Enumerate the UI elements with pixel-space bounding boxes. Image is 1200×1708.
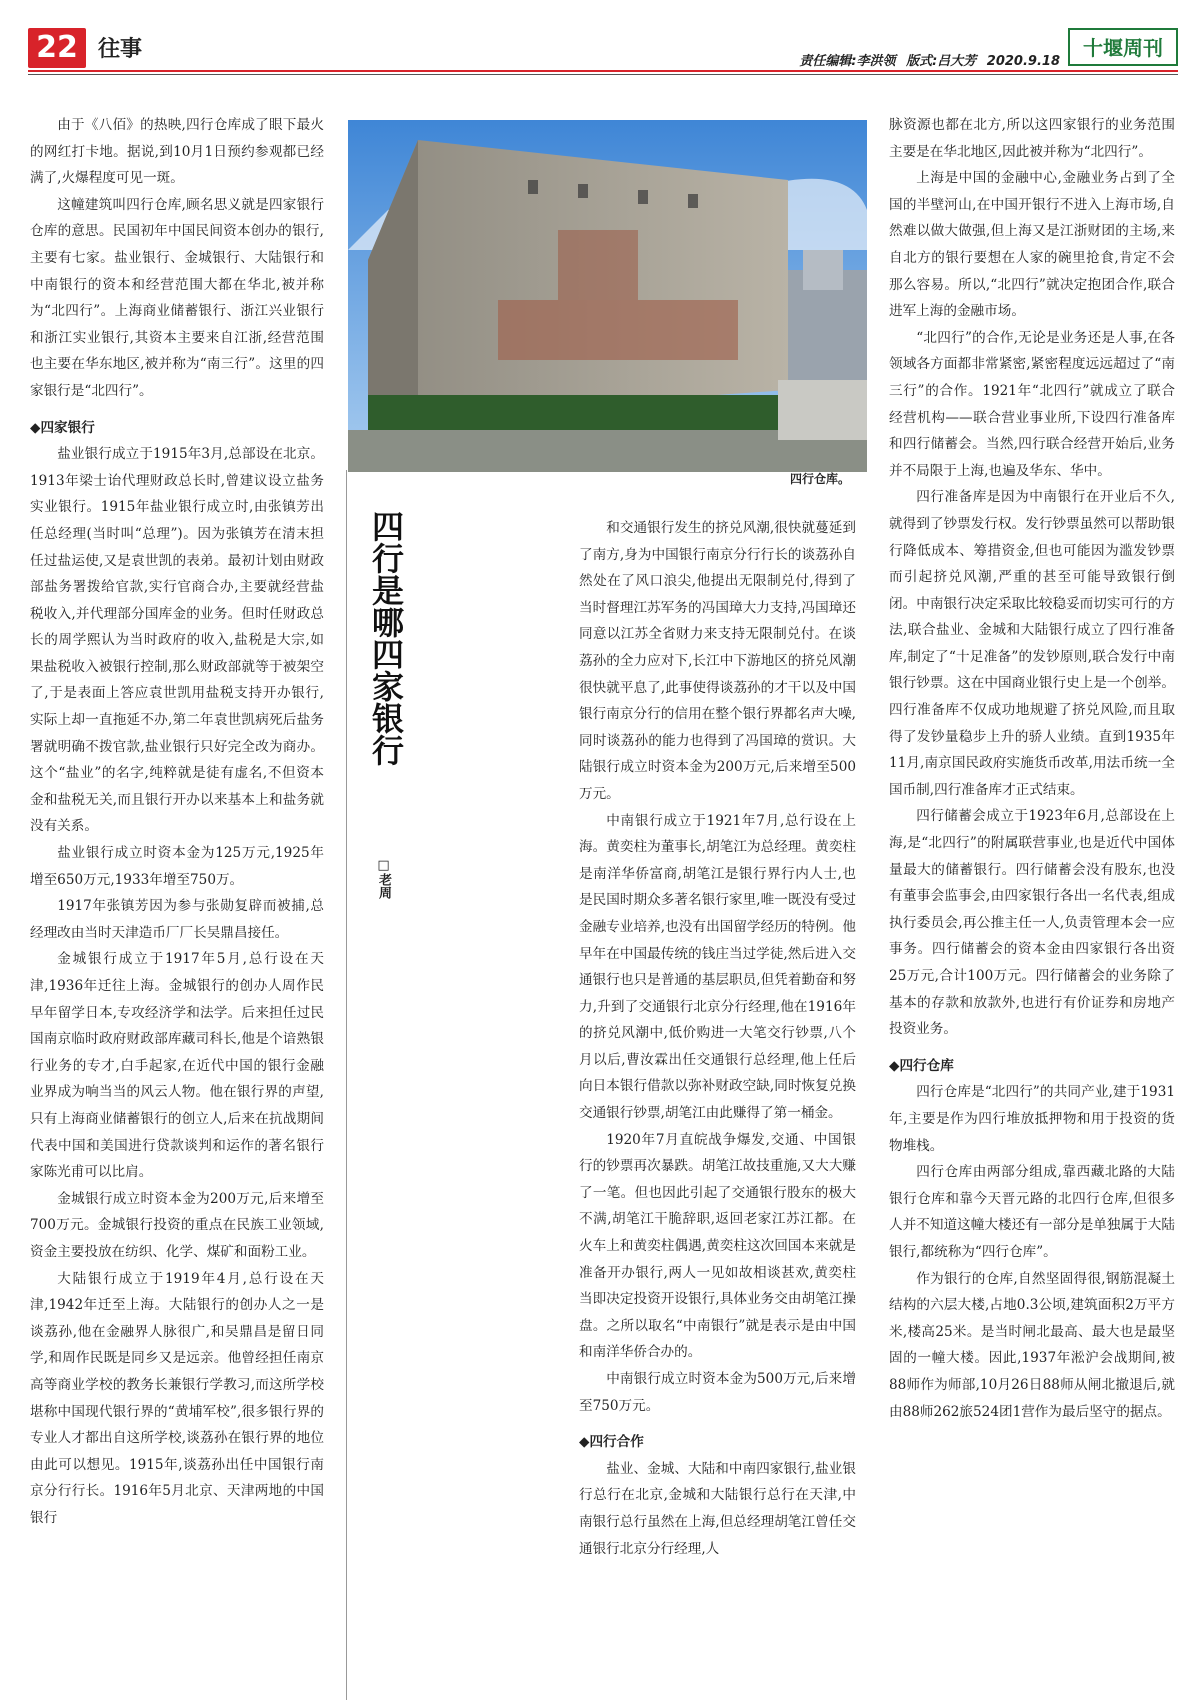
paragraph: 1920年7月直皖战争爆发,交通、中国银行的钞票再次暴跌。胡笔江故技重施,又大大赚了一笔。但也因此引起了交通银行股东的极大不满,胡笔江干脆辞职,返回老家江苏江都。在火车上和黄奕柱偶遇,黄奕柱这次回国本来就是准备开办银行,两人一见如故相谈甚欢,黄奕柱当即决定投资开设银行,具体业务交由胡笔江操盘。之所以取名“中南银行”就是表示是由中国和南洋华侨合办的。 — [579, 1131, 856, 1361]
paragraph: “北四行”的合作,无论是业务还是人事,在各领域各方面都非常紧密,紧密程度远远超过了“南三行”的合作。1921年“北四行”就成立了联合经营机构——联合营业事业所,下设四行准备库和四行储蓄会。当然,四行联合经营开始后,业务并不局限于上海,也遍及华东、华中。 — [889, 329, 1175, 479]
editor-info — [793, 50, 1060, 69]
paragraph: 四行仓库是“北四行”的共同产业,建于1931年,主要是作为四行堆放抵押物和用于投资的货物堆栈。 — [889, 1084, 1175, 1154]
column-1 — [30, 112, 324, 1531]
paragraph: 中南银行成立时资本金为500万元,后来增至750万元。 — [579, 1371, 856, 1414]
paragraph: 中南银行成立于1921年7月,总行设在上海。黄奕柱为董事长,胡笔江为总经理。黄奕柱是南洋华侨富商,胡笔江是银行界行内人士,也是民国时期众多著名银行家里,唯一既没有受过金融专业培养,也没有出国留学经历的特例。他早年在中国最传统的钱庄当过学徒,然后进入交通银行也只是普通的基层职员,但凭着勤奋和努力,升到了交通银行北京分行经理,他在1916年的挤兑风潮中,低价购进一大笔交行钞票,八个月以后,曹汝霖出任交通银行总经理,他上任后向日本银行借款以弥补财政空缺,同时恢复兑换交通银行钞票,胡笔江由此赚得了第一桶金。 — [579, 812, 856, 1122]
paragraph: 四行储蓄会成立于1923年6月,总部设在上海,是“北四行”的附属联营事业,也是近代中国体量最大的储蓄银行。四行储蓄会没有股东,也没有董事会监事会,由四家银行各出一名代表,组成执行委员会,再公推主任一人,负责管理本会一应事务。四行储蓄会的资本金由四家银行各出资25万元,合计100万元。四行储蓄会的业务除了基本的存款和放款外,也进行有价证券和房地产投资业务。 — [889, 808, 1175, 1038]
page-header — [28, 22, 1178, 72]
layout-credit: 版式:吕大芳 — [906, 54, 977, 69]
paragraph: 盐业、金城、大陆和中南四家银行,盐业银行总行在北京,金城和大陆银行总行在天津,中南银行总行虽然在上海,但总经理胡笔江曾任交通银行北京分行经理,人 — [579, 1460, 856, 1557]
column-3 — [579, 515, 856, 1562]
paragraph: 脉资源也都在北方,所以这四家银行的业务范围主要是在华北地区,因此被并称为“北四行”。 — [889, 117, 1175, 160]
paragraph: 作为银行的仓库,自然坚固得很,钢筋混凝土结构的六层大楼,占地0.3公顷,建筑面积2万平方米,楼高25米。是当时闸北最高、最大也是最坚固的一幢大楼。因此,1937年淞沪会战期间,被88师作为师部,10月26日88师从闸北撤退后,就由88师262旅524团1营作为最后坚守的据点。 — [889, 1270, 1175, 1420]
paragraph: 这幢建筑叫四行仓库,顾名思义就是四家银行仓库的意思。民国初年中国民间资本创办的银行,主要有七家。盐业银行、金城银行、大陆银行和中南银行的资本和经营范围大都在华北,被并称为“北四行”。上海商业储蓄银行、浙江兴业银行和浙江实业银行,其资本主要来自江浙,经营范围也主要在华东地区,被并称为“南三行”。这里的四家银行是“北四行”。 — [30, 196, 324, 399]
subheading-four-banks: ◆四家银行 — [30, 419, 95, 436]
subheading-warehouse: ◆四行仓库 — [889, 1057, 954, 1074]
page-number: 22 — [28, 28, 86, 68]
article-title: 四行是哪四家银行 — [367, 510, 405, 766]
paragraph: 金城银行成立于1917年5月,总行设在天津,1936年迁往上海。金城银行的创办人周作民早年留学日本,专攻经济学和法学。后来担任过民国南京临时政府财政部库藏司科长,他是个谙熟银行业务的专才,白手起家,在近代中国的银行金融业界成为响当当的风云人物。他在银行界的声望,只有上海商业储蓄银行的创立人,后来在抗战期间代表中国和美国进行贷款谈判和运作的著名银行家陈光甫可以比肩。 — [30, 951, 324, 1181]
paragraph: 盐业银行成立时资本金为125万元,1925年增至650万元,1933年增至750万。 — [30, 845, 324, 888]
issue-date: 2020.9.18 — [986, 54, 1060, 69]
header-rule — [28, 70, 1178, 72]
paragraph: 四行仓库由两部分组成,靠西藏北路的大陆银行仓库和靠今天晋元路的北四行仓库,但很多人并不知道这幢大楼还有一部分是单独属于大陆银行,都统称为“四行仓库”。 — [889, 1164, 1175, 1260]
header-rule-thin — [28, 74, 1178, 75]
paragraph: 四行准备库是因为中南银行在开业后不久,就得到了钞票发行权。发行钞票虽然可以帮助银行降低成本、筹措资金,但也可能因为滥发钞票而引起挤兑风潮,严重的甚至可能导致银行倒闭。中南银行决定采取比较稳妥而切实可行的方法,联合盐业、金城和大陆银行成立了四行准备库,制定了“十足准备”的发钞原则,联合发行中南银行钞票。这在中国商业银行史上是一个创举。四行准备库不仅成功地规避了挤兑风险,而且取得了发钞量稳步上升的骄人业绩。直到1935年11月,南京国民政府实施货币改革,用法币统一全国币制,四行准备库才正式结束。 — [889, 489, 1175, 798]
paragraph: 盐业银行成立于1915年3月,总部设在北京。1913年梁士诒代理财政总长时,曾建议设立盐务实业银行。1915年盐业银行成立时,由张镇芳出任总经理(当时叫“总理”)。因为张镇芳在清末担任过盐运使,又是袁世凯的表弟。最初计划由财政部盐务署拨给官款,实行官商合办,主要就经营盐税收入,并代理部分国库金的业务。但时任财政总长的周学熙认为当时政府的收入,盐税是大宗,如果盐税收入被银行控制,那么财政部就等于被架空了,于是表面上答应袁世凯用盐税支持开办银行,实际上却一直拖延不办,第二年袁世凯病死后盐务署就明确不拨官款,盐业银行只好完全改为商办。这个“盐业”的名字,纯粹就是徒有虚名,不但资本金和盐税无关,而且银行开办以来基本上和盐务就没有关系。 — [30, 446, 324, 835]
column-4 — [889, 112, 1175, 1425]
photo-caption: 四行仓库。 — [790, 472, 851, 486]
warehouse-photo — [348, 120, 867, 472]
paragraph: 大陆银行成立于1919年4月,总行设在天津,1942年迁至上海。大陆银行的创办人之一是谈荔孙,他在金融界人脉很广,和吴鼎昌是留日同学,和周作民既是同乡又是远亲。他曾经担任南京高等商业学校的教务长兼银行学教习,而这所学校堪称中国现代银行界的“黄埔军校”,很多银行界的专业人才都出自这所学校,谈荔孙在银行界的地位由此可以想见。1915年,谈荔孙出任中国银行南京分行行长。1916年5月北京、天津两地的中国银行 — [30, 1270, 324, 1526]
editor-credit: 责任编辑:李洪领 — [799, 54, 896, 69]
publication-logo: 十堰周刊 — [1068, 28, 1178, 66]
paragraph: 和交通银行发生的挤兑风潮,很快就蔓延到了南方,身为中国银行南京分行行长的谈荔孙自然处在了风口浪尖,他提出无限制兑付,得到了当时督理江苏军务的冯国璋大力支持,冯国璋还同意以江苏全省财力来支持无限制兑付。在谈荔孙的全力应对下,长江中下游地区的挤兑风潮很快就平息了,此事使得谈荔孙的才干以及中国银行南京分行的信用在整个银行界都名声大噪,同时谈荔孙的能力也得到了冯国璋的赏识。大陆银行成立时资本金为200万元,后来增至500万元。 — [579, 520, 856, 802]
paragraph: 金城银行成立时资本金为200万元,后来增至700万元。金城银行投资的重点在民族工业领域,资金主要投放在纺织、化学、煤矿和面粉工业。 — [30, 1190, 324, 1260]
paragraph: 上海是中国的金融中心,金融业务占到了全国的半壁河山,在中国开银行不进入上海市场,自然难以做大做强,但上海又是江浙财团的主场,来自北方的银行要想在人家的碗里抢食,肯定不会那么容易。所以,“北四行”就决定抱团合作,联合进军上海的金融市场。 — [889, 170, 1175, 320]
column-divider — [346, 470, 347, 1700]
article-author: □老周 — [376, 858, 391, 899]
section-title: 往事 — [98, 37, 143, 62]
paragraph: 由于《八佰》的热映,四行仓库成了眼下最火的网红打卡地。据说,到10月1日预约参观都已经满了,火爆程度可见一斑。 — [30, 117, 324, 187]
paragraph: 1917年张镇芳因为参与张勋复辟而被捕,总经理改由当时天津造币厂厂长吴鼎昌接任。 — [30, 898, 324, 941]
subheading-cooperation: ◆四行合作 — [579, 1434, 644, 1451]
